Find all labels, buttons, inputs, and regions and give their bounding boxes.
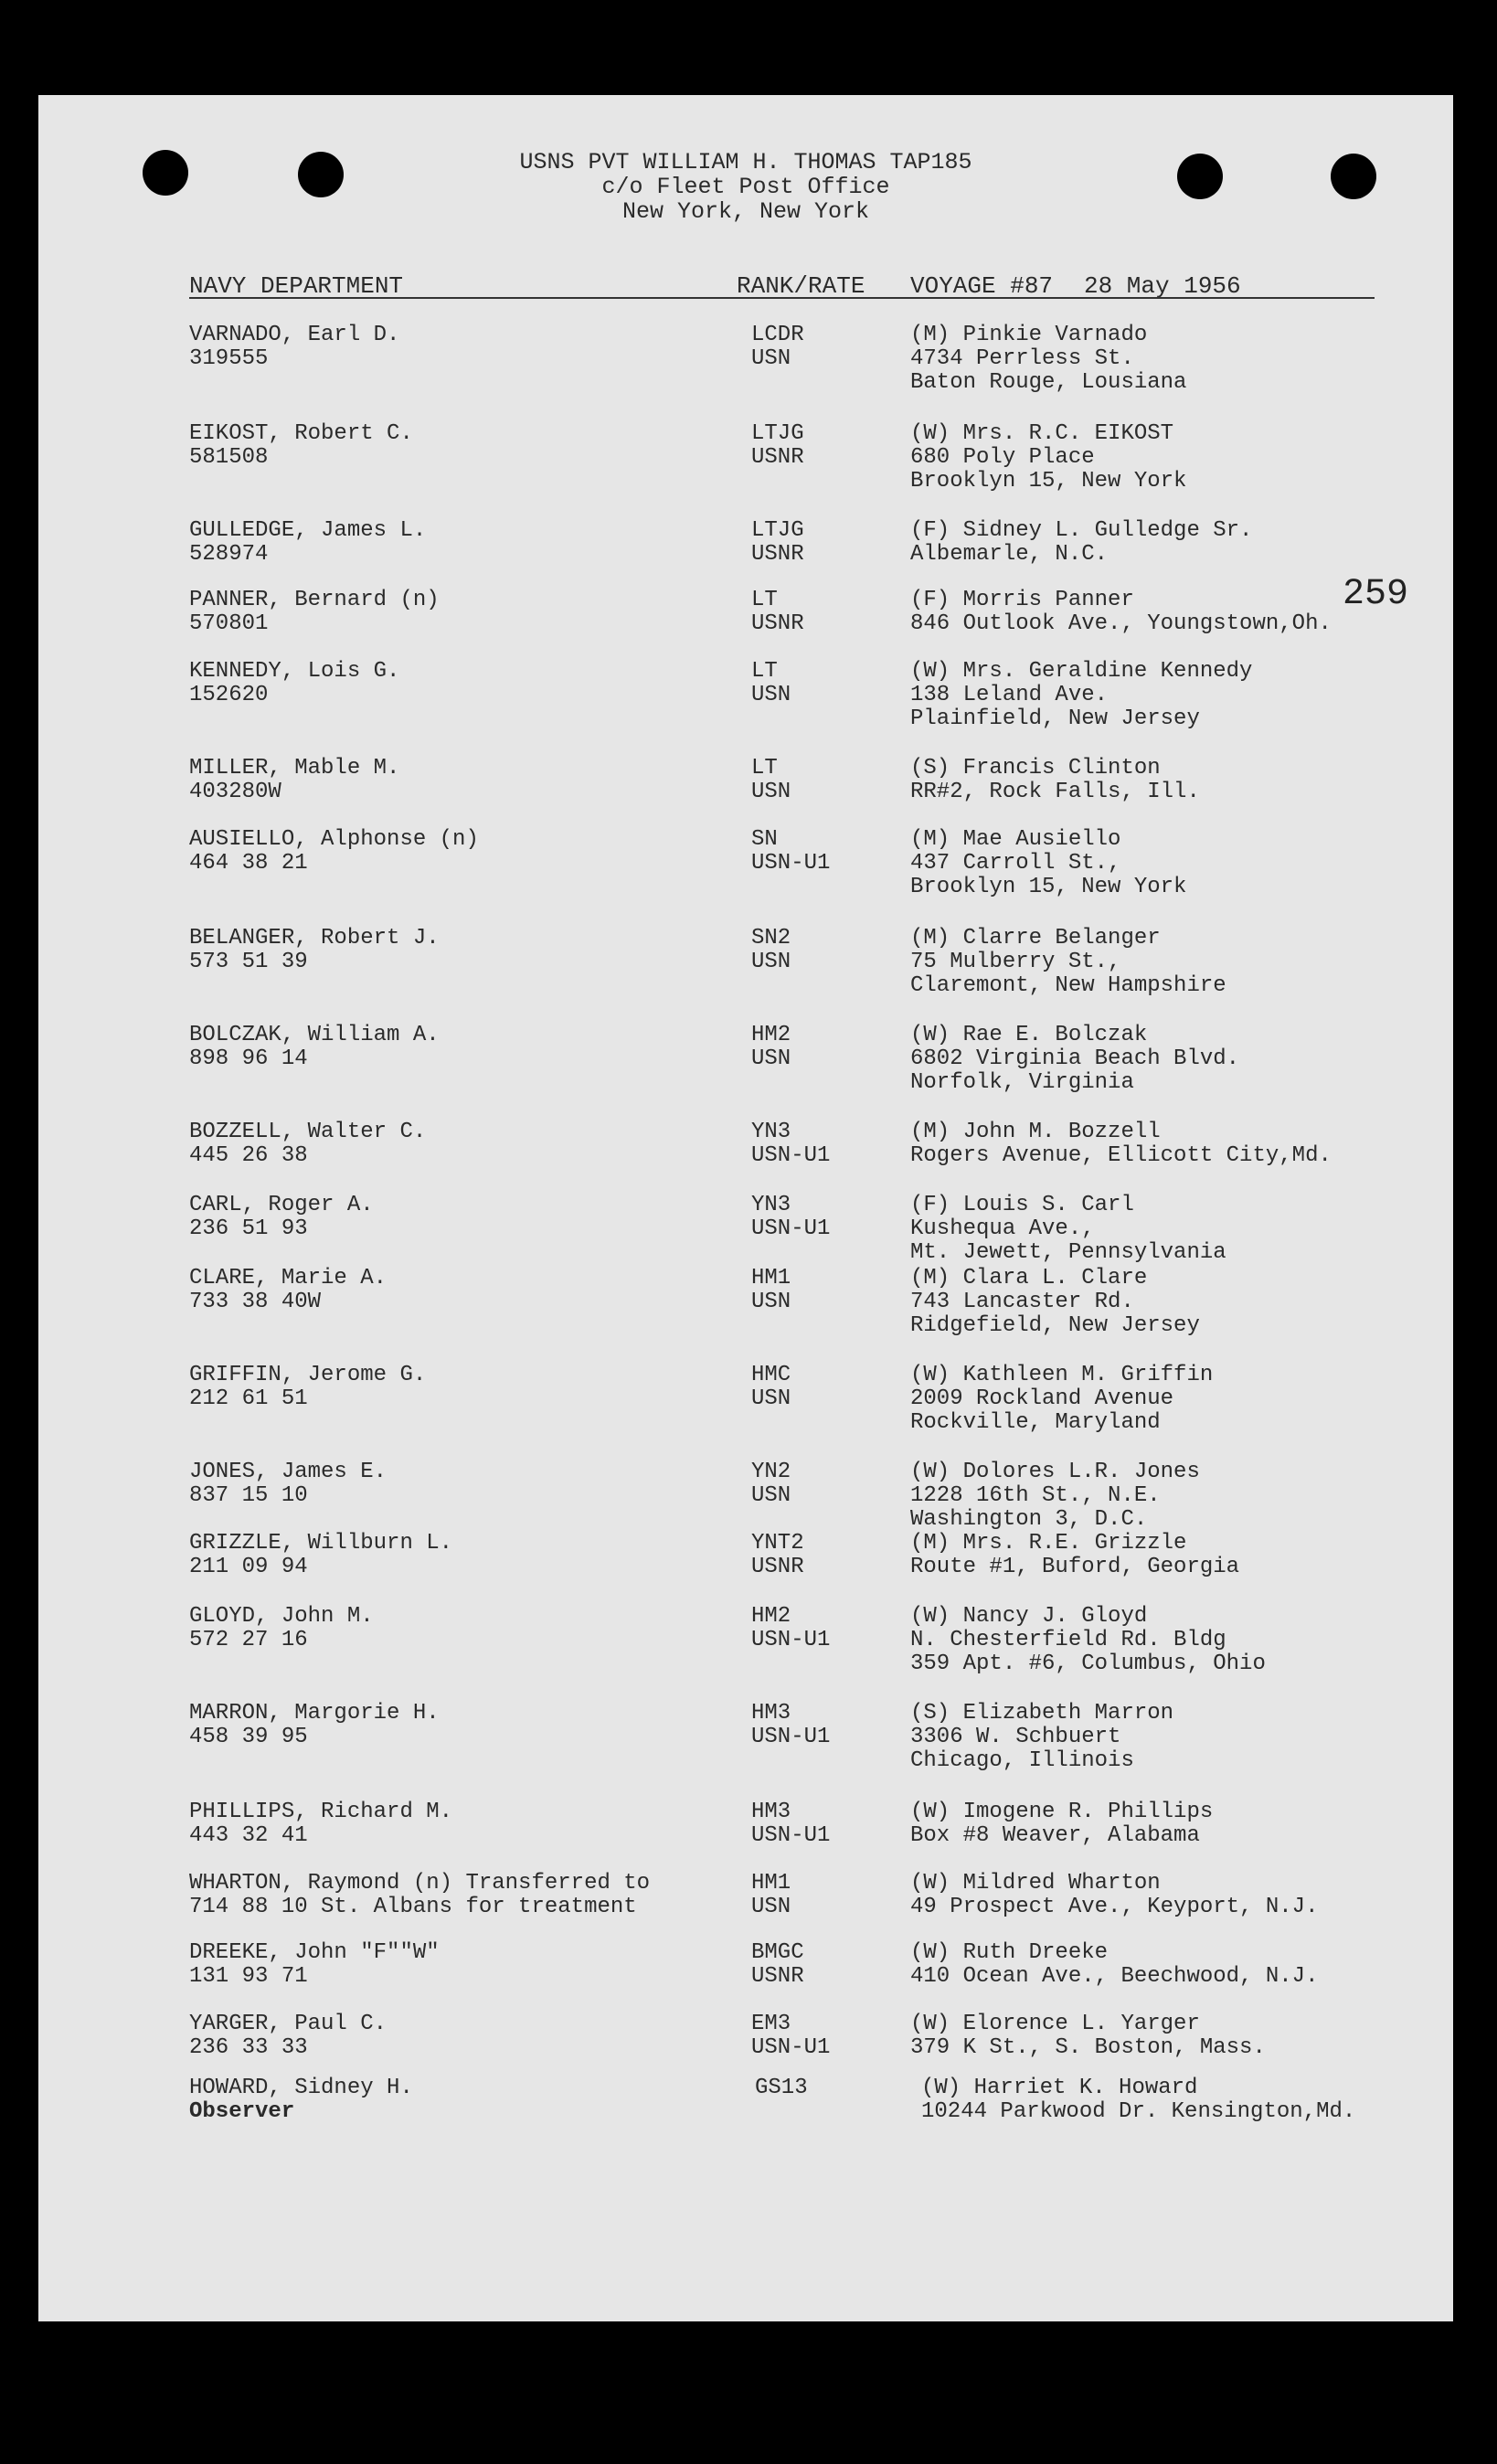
passenger-name: BOZZELL, Walter C. xyxy=(189,1120,427,1144)
passenger-name-column xyxy=(189,1702,774,1749)
rank-rate: YNT2 xyxy=(751,1531,804,1556)
rank-column xyxy=(751,828,907,876)
next-of-kin-line: (M) John M. Bozzell xyxy=(910,1120,1161,1144)
next-of-kin-line: Mt. Jewett, Pennsylvania xyxy=(910,1240,1226,1265)
passenger-name-column xyxy=(189,1194,774,1241)
rank-rate: SN xyxy=(751,827,778,852)
rank-rate: LT xyxy=(751,756,778,781)
rank-rate: SN2 xyxy=(751,926,791,951)
next-of-kin-line: 3306 W. Schbuert xyxy=(910,1725,1121,1749)
passenger-name-column xyxy=(189,519,774,567)
next-of-kin-column xyxy=(910,1941,1422,1989)
next-of-kin-line: 437 Carroll St., xyxy=(910,851,1121,876)
passenger-name: GLOYD, John M. xyxy=(189,1604,374,1629)
next-of-kin-line: 4734 Perrless St. xyxy=(910,346,1134,371)
next-of-kin-line: 379 K St., S. Boston, Mass. xyxy=(910,2035,1266,2060)
service-branch: USN-U1 xyxy=(751,1216,831,1241)
city-state: New York, New York xyxy=(621,198,870,225)
next-of-kin-line: Albemarle, N.C. xyxy=(910,542,1109,567)
next-of-kin-column xyxy=(910,1460,1422,1532)
service-number: 528974 xyxy=(189,542,269,567)
rank-rate: LTJG xyxy=(751,421,804,446)
next-of-kin-column xyxy=(910,660,1422,731)
service-number: 898 96 14 xyxy=(189,1046,308,1071)
passenger-name: MILLER, Mable M. xyxy=(189,756,400,781)
passenger-name-column xyxy=(189,1872,774,1919)
rank-column xyxy=(751,2013,907,2060)
service-number: 445 26 38 xyxy=(189,1143,308,1168)
next-of-kin-column xyxy=(910,1120,1422,1168)
passenger-name-column xyxy=(189,589,774,636)
next-of-kin-column xyxy=(910,1024,1422,1095)
service-number: 570801 xyxy=(189,611,269,636)
next-of-kin-line: Box #8 Weaver, Alabama xyxy=(910,1823,1200,1848)
service-number: 837 15 10 xyxy=(189,1483,308,1508)
passenger-name: KENNEDY, Lois G. xyxy=(189,659,400,684)
next-of-kin-line: (M) Pinkie Varnado xyxy=(910,323,1148,347)
passenger-name-column xyxy=(189,1460,774,1508)
passenger-name: HOWARD, Sidney H. xyxy=(189,2076,413,2100)
next-of-kin-line: (S) Francis Clinton xyxy=(910,756,1161,781)
next-of-kin-line: Plainfield, New Jersey xyxy=(910,706,1200,731)
passenger-name-column xyxy=(189,1364,774,1411)
rank-column xyxy=(751,1532,907,1579)
rank-column xyxy=(751,1702,907,1749)
service-branch: USNR xyxy=(751,1555,804,1579)
service-number: 733 38 40W xyxy=(189,1290,322,1314)
service-number: 458 39 95 xyxy=(189,1725,308,1749)
rank-column xyxy=(751,1194,907,1241)
service-branch: USN xyxy=(751,1895,791,1919)
next-of-kin-line: Ridgefield, New Jersey xyxy=(910,1313,1200,1338)
service-branch: USN xyxy=(751,346,791,371)
service-branch: USN xyxy=(751,950,791,974)
next-of-kin-line: Brooklyn 15, New York xyxy=(910,469,1187,494)
rank-heading: RANK/RATE xyxy=(737,272,865,300)
service-branch: USN xyxy=(751,683,791,707)
service-branch: USNR xyxy=(751,1964,804,1989)
service-branch: USN-U1 xyxy=(751,1725,831,1749)
next-of-kin-column xyxy=(910,589,1422,636)
passenger-name: JONES, James E. xyxy=(189,1460,388,1484)
service-number: 714 88 10 St. Albans for treatment xyxy=(189,1895,637,1919)
next-of-kin-line: (W) Mrs. R.C. EIKOST xyxy=(910,421,1174,446)
next-of-kin-line: (M) Mae Ausiello xyxy=(910,827,1121,852)
next-of-kin-line: (W) Mildred Wharton xyxy=(910,1871,1161,1896)
rank-rate: YN3 xyxy=(751,1193,791,1217)
service-number: 236 51 93 xyxy=(189,1216,308,1241)
next-of-kin-column xyxy=(910,1800,1422,1848)
passenger-name-column xyxy=(189,828,774,876)
ship-name: USNS PVT WILLIAM H. THOMAS TAP185 xyxy=(519,149,972,175)
next-of-kin-line: Rogers Avenue, Ellicott City,Md. xyxy=(910,1143,1332,1168)
next-of-kin-line: (S) Elizabeth Marron xyxy=(910,1701,1174,1726)
next-of-kin-line: (W) Elorence L. Yarger xyxy=(910,2012,1200,2036)
next-of-kin-line: Baton Rouge, Lousiana xyxy=(910,370,1187,395)
passenger-name: PHILLIPS, Richard M. xyxy=(189,1800,453,1824)
rank-rate: YN2 xyxy=(751,1460,791,1484)
next-of-kin-line: 359 Apt. #6, Columbus, Ohio xyxy=(910,1652,1266,1676)
rank-column xyxy=(751,1120,907,1168)
service-number: 572 27 16 xyxy=(189,1628,308,1652)
service-number: 131 93 71 xyxy=(189,1964,308,1989)
next-of-kin-line: (W) Mrs. Geraldine Kennedy xyxy=(910,659,1253,684)
service-number: 319555 xyxy=(189,346,269,371)
service-branch: USN xyxy=(751,1046,791,1071)
passenger-name-column xyxy=(189,1800,774,1848)
next-of-kin-line: 680 Poly Place xyxy=(910,445,1095,470)
next-of-kin-column xyxy=(910,1194,1422,1265)
rank-rate: HM2 xyxy=(751,1023,791,1047)
service-branch: USN-U1 xyxy=(751,1143,831,1168)
service-number: 443 32 41 xyxy=(189,1823,308,1848)
next-of-kin-line: (W) Kathleen M. Griffin xyxy=(910,1363,1214,1387)
next-of-kin-line: Norfolk, Virginia xyxy=(910,1070,1134,1095)
passenger-name: GRIFFIN, Jerome G. xyxy=(189,1363,427,1387)
next-of-kin-line: 10244 Parkwood Dr. Kensington,Md. xyxy=(921,2099,1356,2124)
passenger-name: PANNER, Bernard (n) xyxy=(189,588,440,612)
next-of-kin-line: 1228 16th St., N.E. xyxy=(910,1483,1161,1508)
passenger-name: BOLCZAK, William A. xyxy=(189,1023,440,1047)
passenger-name: EIKOST, Robert C. xyxy=(189,421,413,446)
passenger-name: CLARE, Marie A. xyxy=(189,1266,388,1290)
next-of-kin-line: (M) Clarre Belanger xyxy=(910,926,1161,951)
rank-column xyxy=(751,1872,907,1919)
service-branch: USN xyxy=(751,1386,791,1411)
service-number: 573 51 39 xyxy=(189,950,308,974)
next-of-kin-line: (F) Morris Panner xyxy=(910,588,1134,612)
service-branch: USN xyxy=(751,1290,791,1314)
passenger-name-column xyxy=(189,1120,774,1168)
date-heading: 28 May 1956 xyxy=(1084,272,1241,300)
next-of-kin-column xyxy=(910,927,1422,998)
rank-rate: GS13 xyxy=(755,2076,808,2100)
service-number: Observer xyxy=(189,2099,295,2124)
next-of-kin-line: 6802 Virginia Beach Blvd. xyxy=(910,1046,1240,1071)
rank-column xyxy=(751,927,907,974)
next-of-kin-line: (F) Louis S. Carl xyxy=(910,1193,1134,1217)
next-of-kin-line: 846 Outlook Ave., Youngstown,Oh. xyxy=(910,611,1332,636)
rank-rate: HM3 xyxy=(751,1701,791,1726)
next-of-kin-column xyxy=(910,324,1422,395)
rank-column xyxy=(755,2076,910,2100)
next-of-kin-line: Washington 3, D.C. xyxy=(910,1507,1148,1532)
rank-column xyxy=(751,1024,907,1071)
passenger-name-column xyxy=(189,660,774,707)
department-heading: NAVY DEPARTMENT xyxy=(189,272,404,300)
service-branch: USNR xyxy=(751,542,804,567)
rank-rate: BMGC xyxy=(751,1940,804,1965)
next-of-kin-column xyxy=(910,1872,1422,1919)
service-branch: USN xyxy=(751,1483,791,1508)
next-of-kin-column xyxy=(910,1702,1422,1773)
rank-rate: LTJG xyxy=(751,518,804,543)
rank-rate: EM3 xyxy=(751,2012,791,2036)
next-of-kin-line: (W) Dolores L.R. Jones xyxy=(910,1460,1200,1484)
service-branch: USN-U1 xyxy=(751,851,831,876)
passenger-name-column xyxy=(189,2076,774,2124)
passenger-name: MARRON, Margorie H. xyxy=(189,1701,440,1726)
next-of-kin-column xyxy=(910,2013,1422,2060)
passenger-name-column xyxy=(189,1941,774,1989)
rank-column xyxy=(751,519,907,567)
passenger-name: WHARTON, Raymond (n) Transferred to xyxy=(189,1871,651,1896)
next-of-kin-line: 138 Leland Ave. xyxy=(910,683,1109,707)
page-number: 259 xyxy=(1343,574,1409,615)
next-of-kin-line: 410 Ocean Ave., Beechwood, N.J. xyxy=(910,1964,1319,1989)
document-page xyxy=(38,95,1453,2321)
rank-column xyxy=(751,1800,907,1848)
rank-rate: LCDR xyxy=(751,323,804,347)
service-number: 236 33 33 xyxy=(189,2035,308,2060)
rank-column xyxy=(751,660,907,707)
service-number: 581508 xyxy=(189,445,269,470)
next-of-kin-line: 2009 Rockland Avenue xyxy=(910,1386,1174,1411)
next-of-kin-line: RR#2, Rock Falls, Ill. xyxy=(910,780,1200,804)
next-of-kin-line: 743 Lancaster Rd. xyxy=(910,1290,1134,1314)
rank-column xyxy=(751,422,907,470)
next-of-kin-column xyxy=(910,828,1422,899)
fleet-post-office: c/o Fleet Post Office xyxy=(601,174,890,200)
service-branch: USN-U1 xyxy=(751,2035,831,2060)
rank-rate: HM2 xyxy=(751,1604,791,1629)
passenger-name-column xyxy=(189,422,774,470)
passenger-name: GRIZZLE, Willburn L. xyxy=(189,1531,453,1556)
rank-column xyxy=(751,1267,907,1314)
next-of-kin-line: Rockville, Maryland xyxy=(910,1410,1161,1435)
service-branch: USNR xyxy=(751,445,804,470)
passenger-name: VARNADO, Earl D. xyxy=(189,323,400,347)
next-of-kin-column xyxy=(910,1267,1422,1338)
service-number: 464 38 21 xyxy=(189,851,308,876)
voyage-heading: VOYAGE #87 xyxy=(910,272,1054,300)
rank-rate: YN3 xyxy=(751,1120,791,1144)
rank-rate: LT xyxy=(751,588,778,612)
passenger-name-column xyxy=(189,1024,774,1071)
rank-column xyxy=(751,1941,907,1989)
next-of-kin-line: Brooklyn 15, New York xyxy=(910,875,1187,899)
passenger-name: CARL, Roger A. xyxy=(189,1193,374,1217)
passenger-name-column xyxy=(189,2013,774,2060)
rank-rate: HMC xyxy=(751,1363,791,1387)
passenger-name-column xyxy=(189,1267,774,1314)
next-of-kin-line: (W) Harriet K. Howard xyxy=(921,2076,1198,2100)
service-branch: USN-U1 xyxy=(751,1628,831,1652)
passenger-name-column xyxy=(189,1532,774,1579)
next-of-kin-line: Claremont, New Hampshire xyxy=(910,973,1226,998)
next-of-kin-line: Kushequa Ave., xyxy=(910,1216,1095,1241)
next-of-kin-column xyxy=(910,1605,1422,1676)
rank-rate: HM3 xyxy=(751,1800,791,1824)
service-branch: USNR xyxy=(751,611,804,636)
next-of-kin-column xyxy=(910,1364,1422,1435)
service-number: 211 09 94 xyxy=(189,1555,308,1579)
passenger-name: GULLEDGE, James L. xyxy=(189,518,427,543)
next-of-kin-line: (W) Imogene R. Phillips xyxy=(910,1800,1214,1824)
next-of-kin-line: Chicago, Illinois xyxy=(910,1748,1134,1773)
ship-header xyxy=(38,150,1453,224)
next-of-kin-column xyxy=(910,1532,1422,1579)
next-of-kin-line: (W) Rae E. Bolczak xyxy=(910,1023,1148,1047)
next-of-kin-line: 75 Mulberry St., xyxy=(910,950,1121,974)
service-number: 212 61 51 xyxy=(189,1386,308,1411)
next-of-kin-line: (F) Sidney L. Gulledge Sr. xyxy=(910,518,1253,543)
service-branch: USN-U1 xyxy=(751,1823,831,1848)
next-of-kin-line: (W) Nancy J. Gloyd xyxy=(910,1604,1148,1629)
passenger-name-column xyxy=(189,757,774,804)
service-branch: USN xyxy=(751,780,791,804)
next-of-kin-line: Route #1, Buford, Georgia xyxy=(910,1555,1240,1579)
rank-column xyxy=(751,1605,907,1652)
next-of-kin-column xyxy=(910,757,1422,804)
next-of-kin-line: 49 Prospect Ave., Keyport, N.J. xyxy=(910,1895,1319,1919)
rank-column xyxy=(751,589,907,636)
rank-column xyxy=(751,1460,907,1508)
next-of-kin-line: (M) Clara L. Clare xyxy=(910,1266,1148,1290)
header-rule xyxy=(189,297,1375,299)
rank-column xyxy=(751,757,907,804)
next-of-kin-line: (W) Ruth Dreeke xyxy=(910,1940,1109,1965)
rank-column xyxy=(751,324,907,371)
next-of-kin-column xyxy=(910,422,1422,494)
rank-rate: LT xyxy=(751,659,778,684)
passenger-name: DREEKE, John "F""W" xyxy=(189,1940,440,1965)
next-of-kin-line: N. Chesterfield Rd. Bldg xyxy=(910,1628,1226,1652)
passenger-name-column xyxy=(189,927,774,974)
rank-rate: HM1 xyxy=(751,1266,791,1290)
rank-rate: HM1 xyxy=(751,1871,791,1896)
service-number: 403280W xyxy=(189,780,281,804)
passenger-name: AUSIELLO, Alphonse (n) xyxy=(189,827,479,852)
passenger-name: YARGER, Paul C. xyxy=(189,2012,388,2036)
passenger-name: BELANGER, Robert J. xyxy=(189,926,440,951)
next-of-kin-column xyxy=(910,519,1422,567)
rank-column xyxy=(751,1364,907,1411)
passenger-name-column xyxy=(189,1605,774,1652)
passenger-name-column xyxy=(189,324,774,371)
service-number: 152620 xyxy=(189,683,269,707)
next-of-kin-column xyxy=(921,2076,1433,2124)
next-of-kin-line: (M) Mrs. R.E. Grizzle xyxy=(910,1531,1187,1556)
